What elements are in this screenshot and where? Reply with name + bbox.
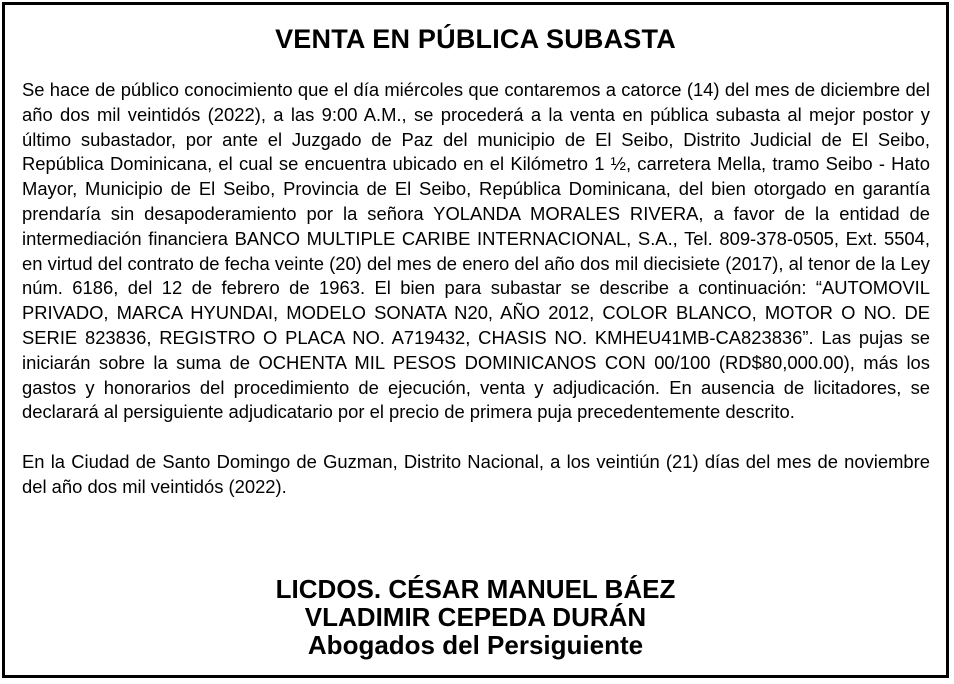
legal-notice <box>2 2 949 678</box>
notice-title: VENTA EN PÚBLICA SUBASTA <box>275 24 676 54</box>
notice-paragraph-date-place: En la Ciudad de Santo Domingo de Guzman, Distrito Nacional, a los veintiún (21) días del mes de noviembre del año dos mil veintidós (2022). <box>22 450 930 497</box>
notice-paragraph-auction: Se hace de público conocimiento que el día miércoles que contaremos a catorce (14) del mes de diciembre del año dos mil veintidós (2022), a las 9:00 A.M., se procederá a la venta en pública subasta al mejor postor y último subastador, por ante el Juzgado de Paz del municipio de El Seibo, Distrito Judicial de El Seibo, República Dominicana, el cual se encuentra ubicado en el Kilómetro 1 ½, carretera Mella, tramo Seibo - Hato Mayor, Municipio de El Seibo, Provincia de El Seibo, República Dominicana, del bien otorgado en garantía prendaría sin desapoderamiento por la señora YOLANDA MORALES RIVERA, a favor de la entidad de intermediación financiera BANCO MULTIPLE CARIBE INTERNACIONAL, S.A., Tel. 809-378-0505, Ext. 5504, en virtud del contrato de fecha veinte (20) del mes de enero del año dos mil diecisiete (2017), al tenor de la Ley núm. 6186, del 12 de febrero de 1963. El bien para subastar se describe a continuación: “AUTOMOVIL PRIVADO, MARCA HYUNDAI, MODELO SONATA N20, AÑO 2012, COLOR BLANCO, MOTOR O NO. DE SERIE 823836, REGISTRO O PLACA NO. A719432, CHASIS NO. KMHEU41MB-CA823836”. Las pujas se iniciarán sobre la suma de OCHENTA MIL PESOS DOMINICANOS CON 00/100 (RD$80,000.00), más los gastos y honorarios del procedimiento de ejecución, venta y adjudicación. En ausencia de licitadores, se declarará al persiguiente adjudicatario por el precio de primera puja precedentemente descrito. <box>22 79 930 423</box>
signature-lawyers-line1: LICDOS. CÉSAR MANUEL BÁEZ <box>275 574 676 604</box>
notice-body <box>22 78 930 500</box>
signature-role: Abogados del Persiguiente <box>307 630 644 660</box>
signature-lawyers-line2: VLADIMIR CEPEDA DURÁN <box>304 602 647 632</box>
signature-block <box>5 575 946 659</box>
